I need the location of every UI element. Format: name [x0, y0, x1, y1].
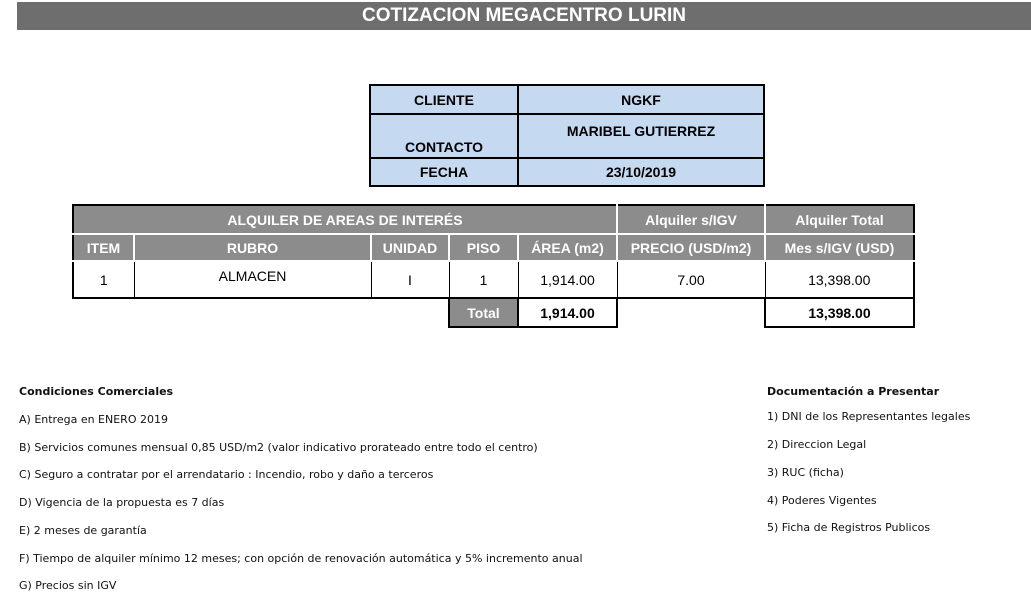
group-header: ALQUILER DE AREAS DE INTERÉS [73, 205, 617, 234]
totals-area: 1,914.00 [518, 298, 617, 327]
totals-amount: 13,398.00 [765, 298, 914, 327]
col-piso: PISO [449, 234, 518, 261]
commercial-conditions [19, 385, 639, 600]
col-rubro: RUBRO [134, 234, 371, 261]
documentation-item: 3) RUC (ficha) [767, 466, 844, 479]
date-row [370, 158, 764, 186]
client-row [370, 85, 764, 114]
condition-item: G) Precios sin IGV [19, 579, 117, 592]
documentation-item: 5) Ficha de Registros Publicos [767, 521, 931, 534]
totals-spacer-2 [617, 298, 765, 327]
totals-label: Total [449, 298, 518, 327]
date-value: 23/10/2019 [518, 158, 764, 186]
rental-header-row-2 [73, 234, 914, 261]
client-info-table [369, 84, 765, 187]
col-precio: PRECIO (USD/m2) [617, 234, 765, 261]
contact-value: MARIBEL GUTIERREZ [518, 114, 764, 158]
date-label: FECHA [370, 158, 518, 186]
documentation-item: 2) Direccion Legal [767, 438, 867, 451]
condition-item: D) Vigencia de la propuesta es 7 días [19, 496, 225, 509]
cell-unidad: I [371, 261, 449, 298]
rental-table [72, 204, 915, 328]
client-value: NGKF [518, 85, 764, 114]
totals-row [73, 298, 914, 327]
documentation-list [767, 385, 1027, 545]
condition-item: E) 2 meses de garantía [19, 524, 147, 537]
documentation-heading: Documentación a Presentar [767, 385, 940, 398]
price-header-top: Alquiler s/IGV [617, 205, 765, 234]
documentation-item: 1) DNI de los Representantes legales [767, 410, 971, 423]
rental-header-row-1 [73, 205, 914, 234]
contact-row [370, 114, 764, 158]
cell-piso: 1 [449, 261, 518, 298]
col-total: Mes s/IGV (USD) [765, 234, 914, 261]
condition-item: A) Entrega en ENERO 2019 [19, 413, 168, 426]
cell-rubro: ALMACEN [134, 261, 371, 298]
client-label: CLIENTE [370, 85, 518, 114]
col-item: ITEM [73, 234, 134, 261]
contact-label: CONTACTO [370, 114, 518, 158]
cell-precio: 7.00 [617, 261, 765, 298]
cell-item: 1 [73, 261, 134, 298]
cell-area: 1,914.00 [518, 261, 617, 298]
condition-item: C) Seguro a contratar por el arrendatario : Incendio, robo y daño a terceros [19, 468, 434, 481]
col-area: ÁREA (m2) [518, 234, 617, 261]
table-row [73, 261, 914, 298]
totals-spacer [73, 298, 449, 327]
total-header-top: Alquiler Total [765, 205, 914, 234]
condition-item: B) Servicios comunes mensual 0,85 USD/m2 (valor indicativo prorateado entre todo el centro) [19, 441, 538, 454]
conditions-heading: Condiciones Comerciales [19, 385, 174, 398]
condition-item: F) Tiempo de alquiler mínimo 12 meses; con opción de renovación automática y 5% incremento anual [19, 552, 583, 565]
col-unidad: UNIDAD [371, 234, 449, 261]
document-title: COTIZACION MEGACENTRO LURIN [17, 2, 1031, 30]
documentation-item: 4) Poderes Vigentes [767, 494, 877, 507]
cell-total: 13,398.00 [765, 261, 914, 298]
